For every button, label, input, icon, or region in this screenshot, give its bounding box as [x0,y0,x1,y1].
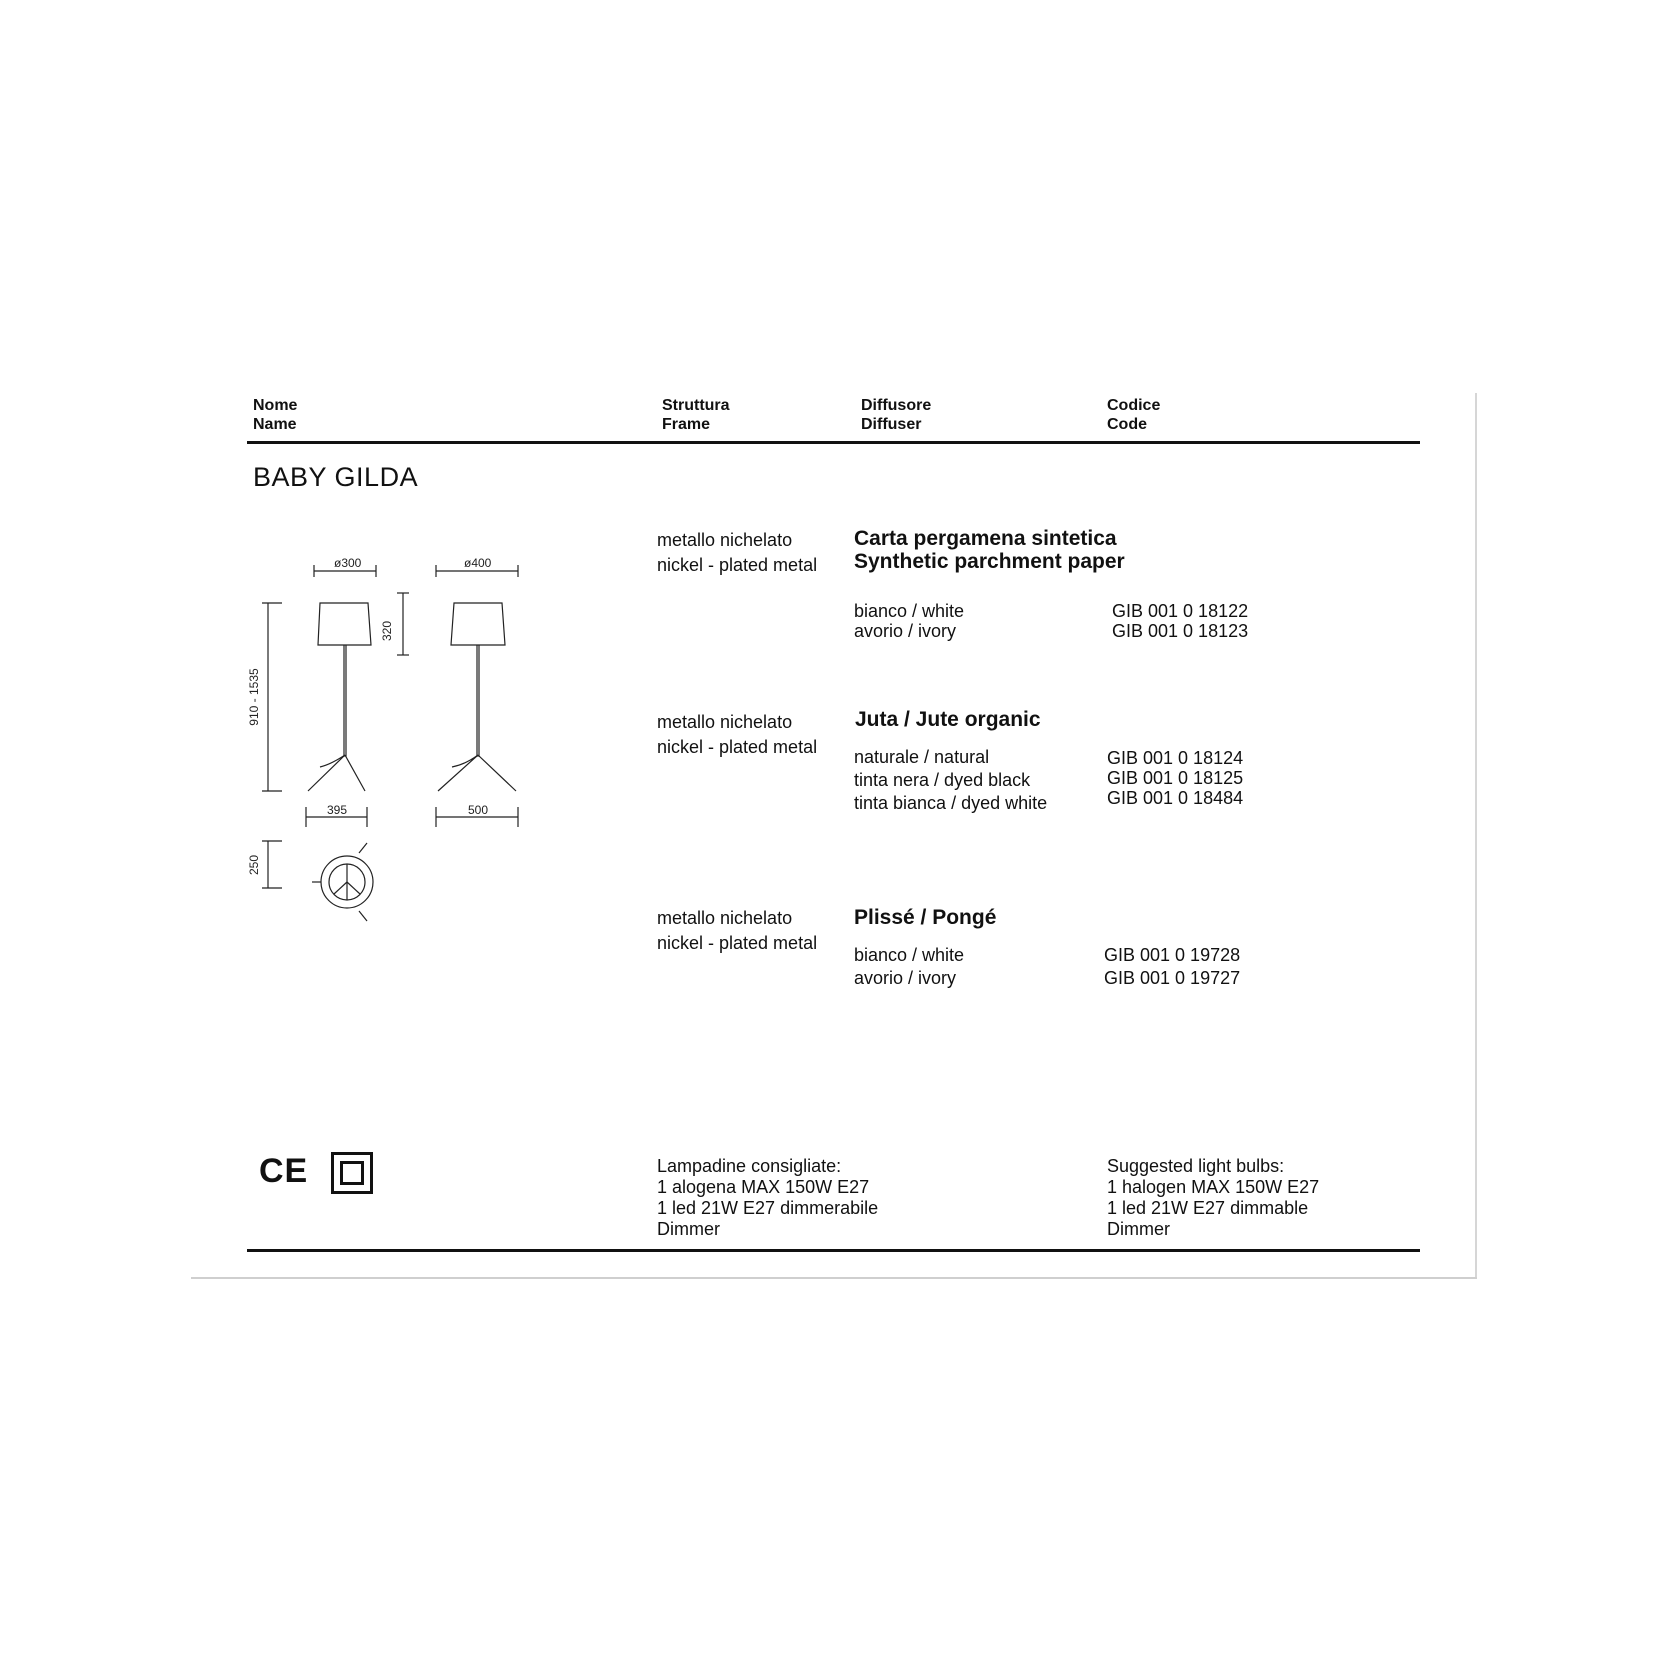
bulbs-it-line: Dimmer [657,1219,720,1239]
header-frame [662,396,730,434]
dim-320: 320 [380,620,394,642]
row1-frame-en: nickel - plated metal [657,555,818,575]
footer-rule [247,1249,1420,1252]
double-insulation-icon [331,1152,373,1194]
row2-variant-label: tinta bianca / dyed white [854,793,1048,813]
bulbs-en-line: Suggested light bulbs: [1107,1156,1285,1176]
row2-diffuser-title: Juta / Jute organic [855,708,1041,731]
row1-frame [657,528,817,578]
row1-diffuser-title [854,527,1125,573]
dim-910-1535: 910 - 1535 [247,668,261,726]
header-diffuser [861,396,931,434]
row2-code: GIB 001 0 18484 [1107,788,1244,808]
header-code-it: Codice [1107,397,1161,414]
header-frame-it: Struttura [662,397,730,414]
dim-d300: ø300 [334,556,362,570]
row1-frame-it: metallo nichelato [657,530,793,550]
header-name-it: Nome [253,397,298,414]
lamp-large-shade [451,603,505,645]
lamp-small-shade [318,603,371,645]
row3-frame [657,906,817,956]
row2-variant-label: tinta nera / dyed black [854,770,1031,790]
row3-code: GIB 001 0 19728 [1104,945,1241,965]
bulbs-it-line: Lampadine consigliate: [657,1156,842,1176]
bulbs-en-line: 1 led 21W E27 dimmable [1107,1198,1309,1218]
row3-variant-label: bianco / white [854,945,965,965]
bulbs-it-line: 1 led 21W E27 dimmerabile [657,1198,879,1218]
row2-frame-en: nickel - plated metal [657,737,818,757]
row2-code: GIB 001 0 18124 [1107,748,1244,768]
row1-variant-label: avorio / ivory [854,621,957,641]
row3-frame-en: nickel - plated metal [657,933,818,953]
header-name-en: Name [253,416,297,433]
page-border-bottom [191,1277,1477,1279]
dim-395: 395 [327,803,348,817]
header-rule [247,441,1420,444]
row1-variant-label: bianco / white [854,601,965,621]
row3-codes [1104,944,1240,990]
header-diffuser-it: Diffusore [861,397,932,414]
bulbs-en [1107,1156,1319,1240]
technical-drawing [240,545,540,925]
header-frame-en: Frame [662,416,711,433]
row3-variant-label: avorio / ivory [854,968,957,988]
product-title: BABY GILDA [253,462,419,492]
row3-diffuser-title: Plissé / Pongé [854,906,997,929]
row3-frame-it: metallo nichelato [657,908,793,928]
lamp-large-legs [438,755,516,791]
row1-codes [1112,601,1248,641]
row2-frame [657,710,817,760]
row2-frame-it: metallo nichelato [657,712,793,732]
dim-d400: ø400 [464,556,492,570]
row2-variants [854,746,1047,815]
ce-mark: CE [259,1152,309,1190]
row3-code: GIB 001 0 19727 [1104,968,1241,988]
header-name [253,396,297,434]
row3-variants [854,944,964,990]
bulbs-it-line: 1 alogena MAX 150W E27 [657,1177,870,1197]
row1-diffuser-title-en: Synthetic parchment paper [854,550,1125,573]
bulbs-en-line: 1 halogen MAX 150W E27 [1107,1177,1320,1197]
header-code [1107,396,1160,434]
bulbs-en-line: Dimmer [1107,1219,1170,1239]
row1-variants [854,601,964,641]
dim-250: 250 [247,854,261,876]
bulbs-it [657,1156,878,1240]
page-border-right [1475,393,1477,1278]
row1-code: GIB 001 0 18122 [1112,601,1249,621]
dim-500: 500 [468,803,489,817]
row2-variant-label: naturale / natural [854,747,990,767]
row1-code: GIB 001 0 18123 [1112,621,1249,641]
row2-codes [1107,748,1243,808]
row1-diffuser-title-it: Carta pergamena sintetica [854,527,1117,550]
header-diffuser-en: Diffuser [861,416,922,433]
lamp-small-legs [308,755,365,791]
row2-code: GIB 001 0 18125 [1107,768,1244,788]
header-code-en: Code [1107,416,1147,433]
